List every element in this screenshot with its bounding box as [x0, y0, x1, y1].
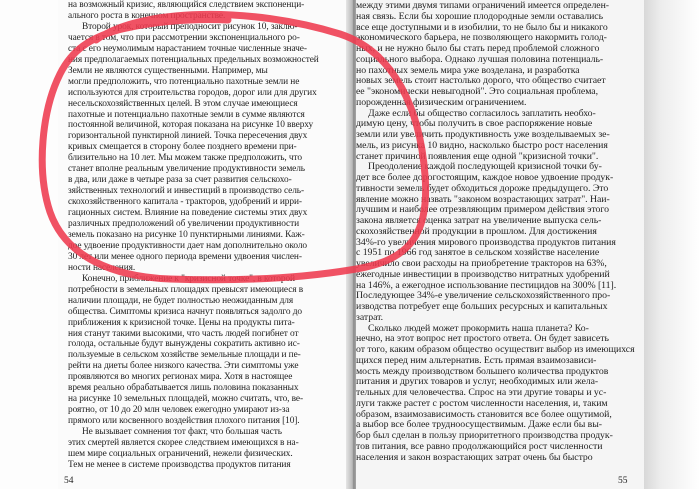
right-text-line: явление можно назвать "законом возрастающих затрат". Наи- [356, 193, 610, 205]
right-text-line: Сколько людей может прокормить наша планета? Ко- [368, 322, 589, 334]
right-text-line: ее "экономически невыгодной". Это социальная проблема, [356, 86, 598, 97]
right-text-line: луги также растет с ростом численности населения, и, таким [356, 397, 608, 409]
left-text-line: различных предположений об увеличении продуктивности [68, 219, 299, 229]
left-text-line: ального роста в конечном пространстве. [68, 10, 226, 21]
right-outer-margin [644, 0, 700, 489]
right-text-line: скохозяйственной продукции в прошлом. Для достижения [356, 225, 597, 237]
left-text-line: роятно, от 10 до 20 млн человек ежегодно умирают из-за [68, 405, 290, 416]
right-text-line: социального выбора. Однако лучшая половина потенциаль- [356, 53, 604, 65]
right-text-line: мель, из рисунка 10 видно, насколько быстро рост населения [356, 139, 608, 151]
left-text-line: время реально обрабатывается лишь половина показанных [68, 383, 299, 394]
left-text-line: потребности в земельных площадях превысят имеющиеся в [68, 284, 304, 295]
left-text-line: постоянной величиной, которая показана на рисунке 10 вверху [68, 120, 314, 131]
left-text-line: скохозяйственного капитала - тракторов, удобрений и ирри- [68, 197, 302, 208]
left-text-line: гационных систем. Влияние на поведение системы этих двух [68, 208, 308, 219]
right-text-line: тивности земель будет обходиться дороже предыдущего. Это [356, 182, 609, 194]
right-text-line: образом, взаимозависимость становится все более ощутимой, [356, 408, 612, 420]
right-page-number: 55 [618, 476, 628, 486]
left-text-line: дое удвоение продуктивности дает нам дополнительно около [68, 240, 308, 251]
left-text-line: на рисунке 10 земельных площадей, можно считать, что, ве- [68, 394, 303, 405]
right-text-line: увеличило свои расходы на приобретение тракторов на 63%, [356, 258, 607, 269]
left-page [58, 0, 354, 489]
right-text-line: щихся перед ним альтернатив. Есть прямая взаимозависи- [356, 354, 597, 366]
right-text-line: мость между производством большего количества продуктов [356, 365, 609, 377]
left-text-line: могли предположить, что потенциально пахотные земли не [68, 76, 300, 87]
right-text-line: питания и других товаров и услуг, необходимых или жела- [356, 376, 599, 388]
right-text-line: ежегодные инвестиции в производство нитратных удобрений [356, 268, 610, 280]
left-text-line: кривых смещается в сторону более позднего времени при- [68, 142, 297, 153]
right-text-line: станет причиной появления еще одной "кризисной точки". [356, 150, 599, 162]
left-text-line: близительно на 10 лет. Мы можем также предположить, что [68, 153, 302, 164]
left-text-line: земель показано на рисунке 10 пунктирными линиями. Каж- [68, 229, 305, 240]
left-text-line: на возможный кризис, являющийся следствием экспоненци- [68, 0, 305, 10]
right-text-line: а выбор все более трудноосуществимым. Даже если бы вы- [356, 419, 602, 431]
right-text-line: ных, и не нужно было бы стать перед проблемой сложного [356, 43, 600, 54]
left-text-line: чается в том, что при рассмотрении экспоненциального ро- [68, 32, 300, 43]
right-text-line: бор был сделан в пользу приоритетного производства продук- [356, 430, 613, 441]
right-text-line: от того, каким образом общество осуществит выбор из имеющихся [356, 344, 635, 355]
left-text-line: прямого или косвенного воздействия плохого питания [10]. [68, 416, 300, 427]
right-text-line: все еще доступными и в изобилии, то не было бы и никакого [356, 21, 608, 33]
left-text-line: Не вызывает сомнения тот факт, что большая часть [82, 427, 282, 438]
right-text-line: дет все более дорогостоящим, каждое новое удвоение продук- [356, 172, 614, 183]
right-text-line: экономического барьера, не позволяющего накормить голод- [356, 32, 607, 44]
left-text-line: в два, или даже в четыре раза за счет развития сельскохо- [68, 175, 292, 186]
left-text-line: рейти на диеты более низкого качества. Эти симптомы уже [68, 361, 299, 372]
left-text-line: этих смертей является скорее следствием имеющихся в на- [68, 438, 299, 448]
right-text-line: порожденная физическим ограничением. [356, 96, 527, 108]
left-text-line: 30 лет или менее одного периода времени удвоения числен- [68, 251, 302, 262]
right-text-line: на 146%, а ежегодное использование пестицидов на 300% [11]. [356, 279, 617, 291]
right-text-line: земли или увеличить продуктивность уже возделываемых зе- [356, 129, 610, 140]
left-text-line: приближения к кризисной точке. Цены на продукты пита- [68, 317, 295, 328]
left-text-line: Второй урок, который преподносит рисунок 10, заклю- [82, 21, 298, 32]
left-text-line: общества. Симптомы кризиса начнут появляться задолго до [68, 306, 302, 317]
right-text-line: лучшим и наиболее отрезвляющим примером действия этого [356, 204, 609, 216]
left-text-line: проявляются во многих регионах мира. Хотя в настоящее [68, 372, 293, 383]
left-text-line: ния предполагаемых потенциальных предельных возможностей [68, 54, 319, 65]
right-text-line: ная связь. Если бы хорошие плодородные земли оставались [356, 10, 603, 22]
left-text-line: пользуемые в сельском хозяйстве земельные площади и пе- [68, 350, 301, 361]
right-text-line: но пахотных земель мира уже возделана, и разработка [356, 64, 580, 76]
right-text-line: тельных для человечества. Спрос на эти другие товары и ус- [356, 387, 607, 398]
left-text-line: зяйственных технологий и инвестиций в производство сель- [68, 186, 305, 197]
right-text-line: Даже если бы общество согласилось заплатить необхо- [368, 107, 596, 119]
left-text-line: ста с его неумолимым нарастанием точные численные значе- [68, 43, 307, 54]
left-text-line: Земли не являются существенными. Например, мы [68, 65, 268, 76]
right-text-line: изводства потребует еще больших ресурсных и капитальных [356, 301, 608, 312]
left-page-number: 54 [64, 476, 74, 486]
left-text-line: шем мире социальных ограничений, нежели физических. [68, 448, 293, 459]
right-text-line: закона является оценка затрат на увеличение выпуска сель- [356, 215, 602, 226]
right-text-line: Преодоление каждой последующей кризисной точки бу- [368, 161, 602, 173]
left-text-line: наличии площади, не будет полностью неожиданным для [68, 295, 294, 306]
right-page [356, 0, 648, 489]
right-text-line: димую цену, чтобы получить в свое распоряжение новые [356, 118, 593, 130]
right-text-line: Последующее 34%-е увеличение сельскохозяйственного про- [356, 290, 611, 302]
left-text-line: голода, остальные будут вынуждены сократить активно ис- [68, 339, 300, 350]
left-text-line: несельскохозяйственных целей. В этом случае имеющиеся [68, 98, 298, 109]
left-text-line: горизонтальной пунктирной линией. Точка пересечения двух [68, 131, 308, 142]
right-text-line: населения и закон возрастающих затрат очень бы быстро [356, 451, 593, 463]
right-text-line: затрат. [356, 311, 384, 323]
left-text-line: пахотные и потенциально пахотные земли в сумме являются [68, 109, 305, 120]
right-text-line: тов питания, все равно продолжающийся рост численности [356, 440, 603, 452]
right-text-line: между этими двумя типами ограничений имеется определен- [356, 0, 610, 11]
left-text-line: ности населения. [68, 262, 136, 273]
left-text-line: используются для строительства городов, дорог или для других [68, 87, 317, 98]
left-outer-margin [0, 0, 60, 489]
left-text-line: Тем не менее в системе производства продуктов питания [68, 459, 291, 470]
left-text-line: станет вполне реальным увеличение продуктивности земель [68, 164, 305, 175]
left-text-line: ния станут такими высокими, что часть людей погибнет от [68, 328, 299, 339]
right-text-line: новых земель стоит настолько дорого, что общество считает [356, 75, 606, 87]
right-text-line: с 1951 по 1966 год занятое в сельском хозяйстве население [356, 247, 600, 259]
left-text-line: Конечно, приближение к "кризисной точке", в которой [82, 273, 295, 284]
right-text-line: 34%-го увеличения мирового производства продуктов питания [356, 236, 616, 248]
right-text-line: нечно, на этот вопрос нет простого ответа. Он будет зависеть [356, 333, 609, 345]
